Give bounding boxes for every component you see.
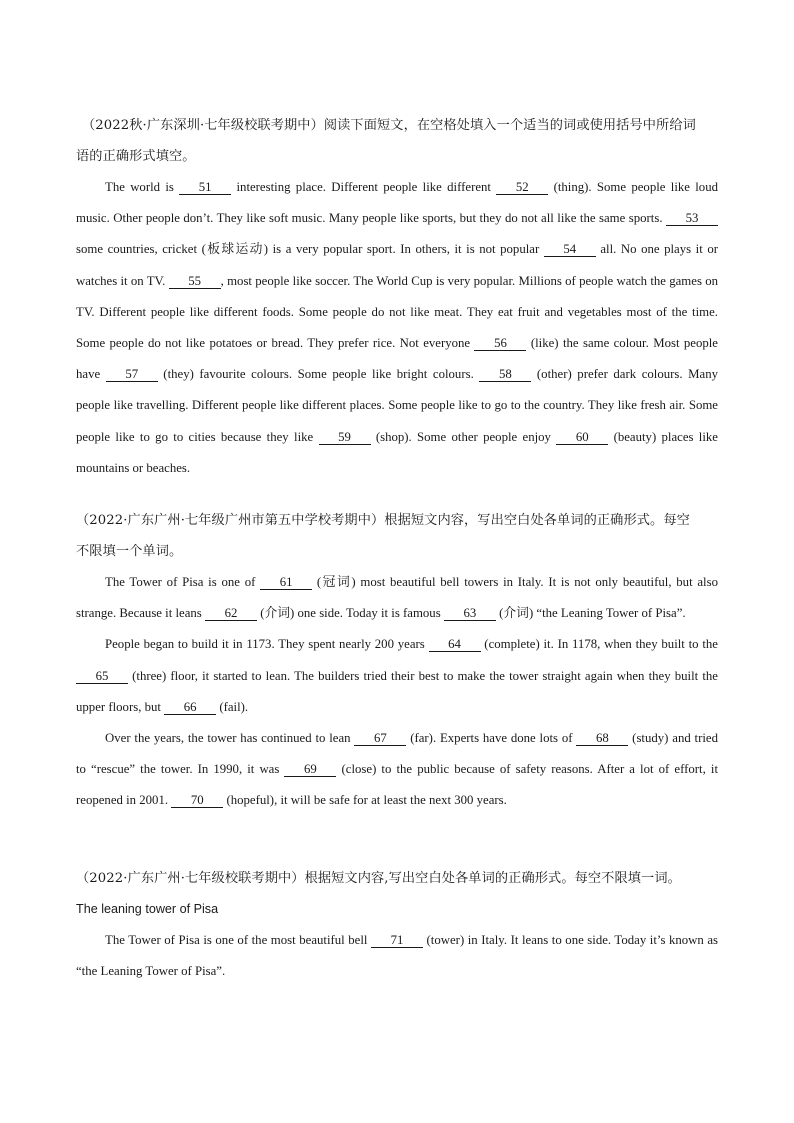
question-section-3: [76, 863, 718, 987]
section-1-header-line-1: （2022秋·广东深圳·七年级校联考期中）阅读下面短文，在空格处填入一个适当的词或使用括号中所给词: [82, 118, 696, 133]
blank-57[interactable]: 57: [106, 367, 158, 382]
section-2-paragraph-1: The Tower of Pisa is one of 61 (冠词) most beautiful bell towers in Italy. It is not only beautiful, but also strange. Because it leans 62 (介词) one side. Today it is famous 63 (介词) “the Leaning Tower of Pisa”.: [76, 575, 718, 621]
blank-70[interactable]: 70: [171, 793, 223, 808]
question-section-1: [76, 110, 718, 484]
section-2-paragraph-3: Over the years, the tower has continued to lean 67 (far). Experts have done lots of 68 (study) and tried to “rescue” the tower. In 1990, it was 69 (close) to the public because of safety reasons. After a lot of effort, it reopened in 2001. 70 (hopeful), it will be safe for at least the next 300 years.: [76, 731, 719, 808]
blank-54[interactable]: 54: [544, 242, 596, 257]
passage-title: The leaning tower of Pisa: [76, 901, 219, 916]
blank-68[interactable]: 68: [576, 731, 628, 746]
blank-53[interactable]: 53: [666, 211, 718, 226]
blank-64[interactable]: 64: [429, 637, 481, 652]
blank-55[interactable]: 55: [169, 274, 221, 289]
section-1-header-line-2: 语的正确形式填空。: [76, 149, 196, 164]
section-2-header-line-2: 不限填一个单词。: [76, 544, 183, 560]
section-3-header: （2022·广东广州·七年级校联考期中）根据短文内容,写出空白处各单词的正确形式。每空不限填一词。: [76, 870, 681, 886]
blank-65[interactable]: 65: [76, 669, 128, 684]
section-1-passage: The world is 51 interesting place. Different people like different 52 (thing). Some people like loud music. Other people don’t. They like soft music. Many people like sports, but they do not all like the same sports. 53 some countries, cricket (板球运动) is a very popular sport. In others, it is not popular 54 all. No one plays it or watches it on TV. 55 , most people like soccer. The World Cup is very popular. Millions of people watch the games on TV. Different people like different foods. Some people do not like meat. They eat fruit and vegetables most of the time. Some people do not like potatoes or bread. They prefer rice. Not everyone 56 (like) the same colour. Most people have 57 (they) favourite colours. Some people like bright colours. 58 (other) prefer dark colours. Many people like travelling. Different people like different places. Some people like to go to the country. They like fresh air. Some people like to go to cities because they like 59 (shop). Some other people enjoy 60 (beauty) places like mountains or beaches.: [76, 180, 719, 475]
blank-71[interactable]: 71: [371, 933, 423, 948]
section-2-paragraph-2: People began to build it in 1173. They spent nearly 200 years 64 (complete) it. In 1178, when they built to the 65 (three) floor, it started to lean. The builders tried their best to make the tower straight again when they built the upper floors, but 66 (fail).: [76, 637, 718, 714]
blank-66[interactable]: 66: [164, 700, 216, 715]
blank-59[interactable]: 59: [319, 430, 371, 445]
blank-52[interactable]: 52: [496, 180, 548, 195]
blank-63[interactable]: 63: [444, 606, 496, 621]
question-section-2: [76, 505, 718, 817]
section-2-header-line-1: （2022·广东广州·七年级广州市第五中学校考期中）根据短文内容，写出空白处各单词的正确形式。每空: [76, 513, 690, 529]
blank-58[interactable]: 58: [479, 367, 531, 382]
blank-61[interactable]: 61: [260, 575, 312, 590]
blank-60[interactable]: 60: [556, 430, 608, 445]
blank-51[interactable]: 51: [179, 180, 231, 195]
blank-67[interactable]: 67: [354, 731, 406, 746]
blank-56[interactable]: 56: [474, 336, 526, 351]
blank-69[interactable]: 69: [284, 762, 336, 777]
blank-62[interactable]: 62: [205, 606, 257, 621]
section-3-paragraph-1: The Tower of Pisa is one of the most beautiful bell 71 (tower) in Italy. It leans to one side. Today it’s known as “the Leaning Tower of Pisa”.: [76, 932, 719, 978]
